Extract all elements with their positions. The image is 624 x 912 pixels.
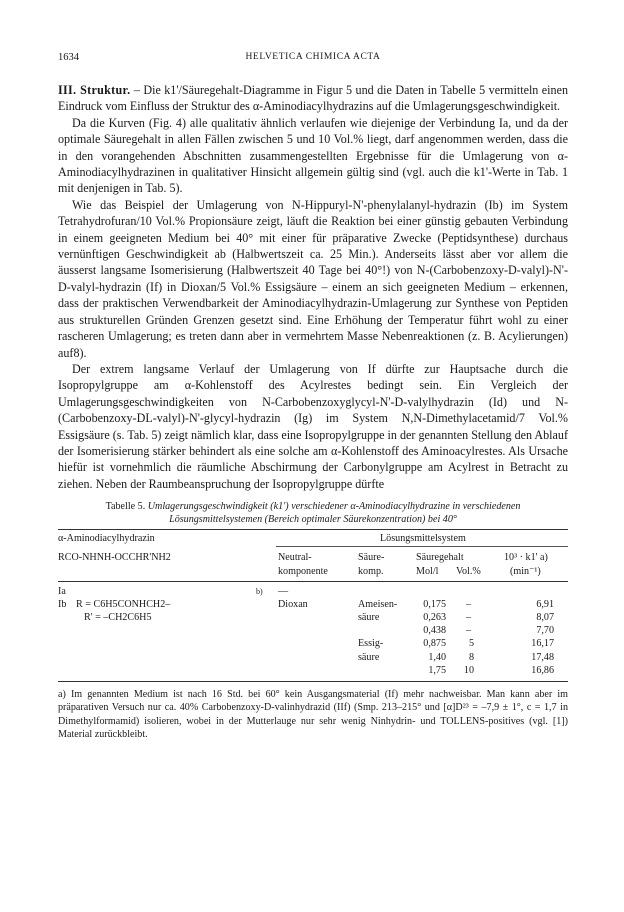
table-caption-title: Umlagerungsgeschwindigkeit (k1') verschiedener α-Aminodiacylhydrazine in verschiedenen Lösungsmittelsystemen (Bereich optimaler Säurekonzentration) bei 40° (147, 501, 521, 526)
footnote-8 (58, 688, 568, 742)
table-row (58, 664, 568, 677)
note-b: b) (256, 586, 263, 596)
acid-acetic-1: Essig- (358, 638, 384, 650)
data-table (58, 529, 568, 682)
head-acid-1: Säure- (358, 552, 385, 564)
table-head-row-3 (58, 565, 568, 578)
cell-moll: 1,75 (428, 664, 446, 676)
table-head-row-2 (58, 551, 568, 564)
table-row (58, 624, 568, 637)
table-row (58, 598, 568, 611)
table-row (58, 611, 568, 624)
table-head-rule (58, 581, 568, 582)
head-rate-2: (min⁻¹) (510, 565, 541, 577)
cell-moll: 0,438 (423, 625, 446, 637)
head-rate-1: 10³ · k1' a) (504, 552, 548, 564)
table-row (58, 651, 568, 664)
cell-k: 6,91 (536, 598, 554, 610)
neutral-component: Dioxan (278, 598, 308, 610)
cell-vol: – (466, 612, 472, 624)
table-head-row-1 (58, 532, 568, 545)
cell-vol: – (466, 625, 472, 637)
paragraph-1 (58, 82, 568, 115)
section-heading: III. Struktur. (58, 83, 131, 97)
table-caption-label: Tabelle 5. (105, 501, 146, 513)
cell-moll: 0,263 (423, 612, 446, 624)
head-vol: Vol.% (456, 565, 481, 577)
cell-k: 7,70 (536, 625, 554, 637)
ia-dash: — (278, 585, 289, 597)
compound-ib: Ib (58, 598, 67, 610)
body-text (58, 82, 568, 492)
page-number: 1634 (58, 52, 79, 63)
cell-vol: – (466, 598, 472, 610)
paragraph-1-text: – Die k1'/Säuregehalt-Diagramme in Figur 5 und die Daten in Tabelle 5 vermitteln einen Eindruck vom Einfluss der Struktur des α-Aminodiacylhydrazins auf die Umlagerungsgeschwindigkeit. (58, 83, 568, 114)
footnote-text: Im genannten Medium ist nach 16 Std. bei 60° kein Ausgangsmaterial (If) mehr nachweisbar. Man kann aber im präparativen Versuch nur ca. 40% Carbobenzoxy-D-valinhydrazid (IIf) (Smp. 213–215° und [α]D²³ = –7,9 ± 1°, c = 1,7 in Dimethylformamid) isolieren, wobei in der Mutterlauge nur sehr wenig Ninhydrin- und TOLLENS-positives (vgl. [1]) Material zurückbleibt. (58, 689, 568, 741)
compound-ia: Ia (58, 585, 66, 597)
journal-page (58, 52, 568, 742)
cell-k: 16,17 (531, 638, 554, 650)
r2-definition: R' = –CH2C6H5 (84, 612, 152, 624)
running-head (58, 52, 568, 68)
acid-formic-2: säure (358, 612, 380, 624)
r-definition: R = C6H5CONHCH2– (76, 598, 171, 610)
acid-formic-1: Ameisen- (358, 598, 398, 610)
cell-vol: 8 (468, 651, 474, 663)
table-row-ia (58, 585, 568, 598)
head-compound: α-Aminodiacylhydrazin (58, 533, 155, 545)
table-row (58, 637, 568, 650)
head-acid-content: Säuregehalt (416, 552, 464, 564)
cell-k: 17,48 (531, 651, 554, 663)
cell-vol: 10 (463, 664, 474, 676)
head-acid-2: komp. (358, 565, 384, 577)
head-sub-rule (276, 546, 568, 547)
table-caption (58, 500, 568, 526)
cell-moll: 0,175 (423, 598, 446, 610)
head-moll: Mol/l (416, 565, 439, 577)
cell-k: 8,07 (536, 612, 554, 624)
cell-vol: 5 (468, 638, 474, 650)
acid-acetic-2: säure (358, 651, 380, 663)
table-bottom-rule (58, 681, 568, 682)
cell-moll: 0,875 (423, 638, 446, 650)
paragraph-4: Der extrem langsame Verlauf der Umlagerung von If dürfte zur Hauptsache durch die Isopropylgruppe am α-Kohlenstoff des Acylrestes bedingt sein. Ein Vergleich der Umlagerungsgeschwindigkeiten von N-Carbobenzoxyglycyl-N'-D-valylhydrazin (Id) und N-(Carbobenzoxy-DL-valyl)-N'-glycyl-hydrazin (Ig) im System N,N-Dimethylacetamid/7 Vol.% Essigsäure (s. Tab. 5) zeigt nämlich klar, dass eine Isopropylgruppe in der genannten Stellung den Ablauf der Isomerisierung stärker behindert als eine solche am α-Kohlenstoff des Aminoacylrestes. Als Ursache hiefür ist vornehmlich die räumliche Abschirmung der Carbonylgruppe am Acylrest in Betracht zu ziehen. Neben der Raumbeanspruchung der Isopropylgruppe dürfte (58, 361, 568, 491)
cell-k: 16,86 (531, 664, 554, 676)
table-top-rule (58, 529, 568, 530)
footnote-marker: a) (58, 689, 66, 701)
head-neutral-1: Neutral- (278, 552, 312, 564)
paragraph-2: Da die Kurven (Fig. 4) alle qualitativ ähnlich verlaufen wie diejenige der Verbindung Ia, und da der optimale Säuregehalt in allen Fällen zwischen 5 und 10 Vol.% liegt, darf angenommen werden, dass die in den vorangehenden Abschnitten zusammengestellten Ergebnisse für die Umlagerung von α-Aminodiacylhydrazinen in qualitativer Hinsicht allgemein gültig sind (vgl. auch die k1'-Werte in Tab. 1 mit denjenigen in Tab. 5). (58, 115, 568, 196)
head-formula: RCO-NHNH-OCCHR'NH2 (58, 552, 171, 564)
journal-title: HELVETICA CHIMICA ACTA (245, 52, 381, 62)
cell-moll: 1,40 (428, 651, 446, 663)
head-solvent-system: Lösungsmittelsystem (380, 533, 466, 545)
paragraph-3: Wie das Beispiel der Umlagerung von N-Hippuryl-N'-phenylalanyl-hydrazin (Ib) im System Tetrahydrofuran/10 Vol.% Propionsäure zeigt, läuft die Reaktion bei einer günstig gebauten Verbindung in einem geeigneten Medium bei 40° mit einer für präparative Zwecke (Peptidsynthese) durchaus vernünftigen Geschwindigkeit ab (Halbwertszeit ca. 25 Min.). Anderseits lässt aber vor allem die äusserst langsame Isomerisierung (Halbwertszeit 40 Tage bei 40°!) von N-(Carbobenzoxy-D-valyl)-N'-D-valyl-hydrazin (If) in Dioxan/5 Vol.% Essigsäure – einem an sich geeigneten Medium – erkennen, dass der praktischen Verwendbarkeit der Aminodiacylhydrazin-Umlagerung zur Synthese von Peptiden aus strukturellen Gründen Grenzen gesetzt sind. Eine Erhöhung der Temperatur führt wohl zu einer rascheren Umlagerung; es treten dann aber in vermehrtem Masse Nebenreaktionen (z. B. Acylierungen) auf8). (58, 197, 568, 360)
head-neutral-2: komponente (278, 565, 328, 577)
footnote (58, 688, 568, 742)
